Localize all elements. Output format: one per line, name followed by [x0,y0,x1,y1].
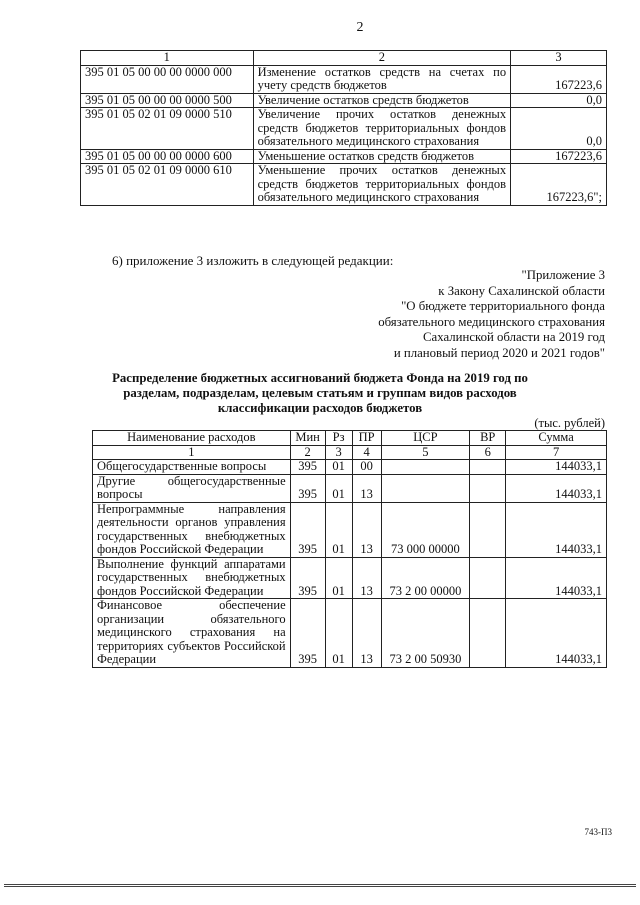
units-label: (тыс. рублей) [534,416,605,430]
appendix-line: обязательного медицинского страхования [378,314,605,329]
pr-cell: 13 [352,474,381,502]
sum-cell: 144033,1 [506,502,607,557]
name-cell: Выполнение функций аппаратами государственных внебюджетных фондов Российской Федерации [93,557,291,599]
col-number-cell: 6 [470,445,506,460]
appendix-line: к Закону Сахалинской области [438,283,605,298]
sum-cell: 144033,1 [506,460,607,475]
header-cell: Сумма [506,431,607,446]
table-row [93,502,607,557]
table-row [81,164,607,206]
csr-cell: 73 000 00000 [381,502,470,557]
header-cell: 2 [253,51,511,66]
min-cell: 395 [290,502,325,557]
vr-cell [470,474,506,502]
csr-cell: 73 2 00 00000 [381,557,470,599]
min-cell: 395 [290,599,325,668]
rz-cell: 01 [325,474,352,502]
bottom-rule [4,884,636,887]
code-cell: 395 01 05 00 00 00 0000 600 [81,149,254,164]
sum-cell: 144033,1 [506,599,607,668]
pr-cell: 13 [352,502,381,557]
col-number-cell: 7 [506,445,607,460]
table-row [81,108,607,150]
table-row [93,460,607,475]
header-cell: Наименование расходов [93,431,291,446]
name-cell: Финансовое обеспечение организации обязательного медицинского страхования на территориях субъектов Российской Федерации [93,599,291,668]
name-cell: Увеличение прочих остатков денежных средств бюджетов территориальных фондов обязательного медицинского страхования [253,108,511,150]
code-cell: 395 01 05 00 00 00 0000 500 [81,93,254,108]
code-cell: 395 01 05 02 01 09 0000 510 [81,108,254,150]
amount-cell: 167223,6"; [511,164,607,206]
col-number-cell: 4 [352,445,381,460]
min-cell: 395 [290,474,325,502]
appendix-line: и плановый период 2020 и 2021 годов" [393,345,605,360]
rz-cell: 01 [325,502,352,557]
amount-cell: 167223,6 [511,65,607,93]
csr-cell [381,460,470,475]
col-number-cell: 2 [290,445,325,460]
table-row [93,557,607,599]
table-header-row [81,51,607,66]
header-cell: 1 [81,51,254,66]
min-cell: 395 [290,557,325,599]
name-cell: Увеличение остатков средств бюджетов [253,93,511,108]
appendix-block [245,268,605,362]
appendix-line: Сахалинской области на 2019 год [423,330,605,345]
header-cell: Рз [325,431,352,446]
rz-cell: 01 [325,599,352,668]
header-cell: Мин [290,431,325,446]
amount-cell: 0,0 [511,108,607,150]
col-number-cell: 5 [381,445,470,460]
name-cell: Другие общегосударственные вопросы [93,474,291,502]
sum-cell: 144033,1 [506,474,607,502]
pr-cell: 00 [352,460,381,475]
table-row [81,65,607,93]
vr-cell [470,557,506,599]
name-cell: Непрограммные направления деятельности органов управления государственных внебюджетных фондов Российской Федерации [93,502,291,557]
table-header-row [93,431,607,446]
appendix-line: "Приложение 3 [521,268,605,282]
vr-cell [470,460,506,475]
name-cell: Уменьшение прочих остатков денежных средств бюджетов территориальных фондов обязательного медицинского страхования [253,164,511,206]
vr-cell [470,502,506,557]
amount-cell: 0,0 [511,93,607,108]
sum-cell: 144033,1 [506,557,607,599]
table-row [81,93,607,108]
code-cell: 395 01 05 00 00 00 0000 000 [81,65,254,93]
header-cell: ВР [470,431,506,446]
instruction-text: 6) приложение 3 изложить в следующей редакции: [112,253,394,268]
code-cell: 395 01 05 02 01 09 0000 610 [81,164,254,206]
name-cell: Общегосударственные вопросы [93,460,291,475]
pr-cell: 13 [352,557,381,599]
col-number-cell: 1 [93,445,291,460]
table-row [93,474,607,502]
col-number-cell: 3 [325,445,352,460]
sources-table [80,50,607,206]
rz-cell: 01 [325,557,352,599]
allocations-table [92,430,607,668]
min-cell: 395 [290,460,325,475]
csr-cell [381,474,470,502]
column-number-row [93,445,607,460]
header-cell: ЦСР [381,431,470,446]
name-cell: Изменение остатков средств на счетах по учету средств бюджетов [253,65,511,93]
appendix-line: "О бюджете территориального фонда [401,299,605,314]
amount-cell: 167223,6 [511,149,607,164]
vr-cell [470,599,506,668]
pr-cell: 13 [352,599,381,668]
name-cell: Уменьшение остатков средств бюджетов [253,149,511,164]
page-number: 2 [356,20,364,35]
csr-cell: 73 2 00 50930 [381,599,470,668]
table-row [93,599,607,668]
header-cell: 3 [511,51,607,66]
table-row [81,149,607,164]
document-title: Распределение бюджетных ассигнований бюджета Фонда на 2019 год по разделам, подразделам, целевым статьям и группам видов расходов классификации расходов бюджетов [112,371,528,415]
rz-cell: 01 [325,460,352,475]
footer-code: 743-П3 [584,827,612,837]
header-cell: ПР [352,431,381,446]
